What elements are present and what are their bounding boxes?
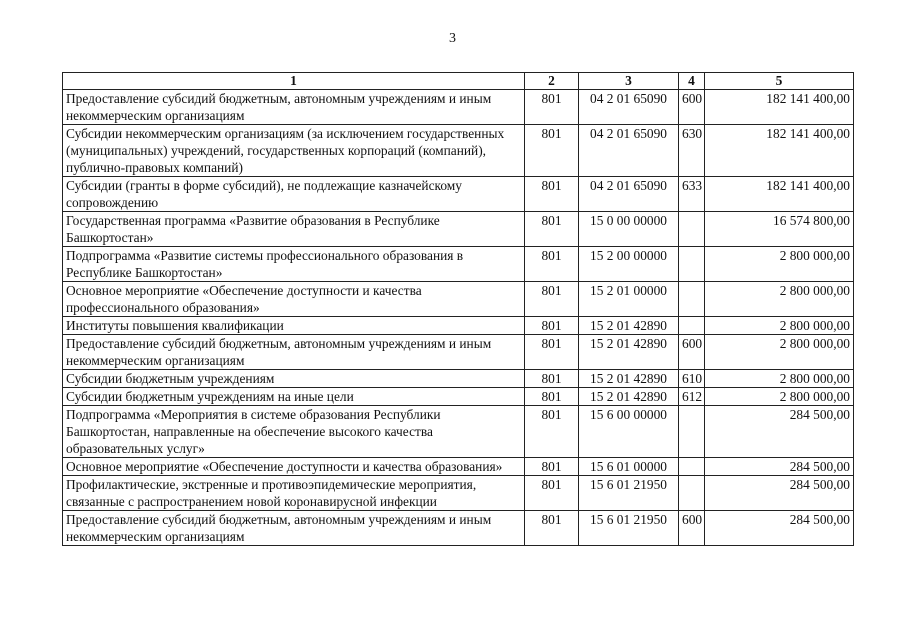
expense-type-code bbox=[679, 476, 705, 511]
table-row bbox=[63, 406, 854, 458]
dept-code: 801 bbox=[525, 90, 579, 125]
target-article-code: 15 2 01 00000 bbox=[579, 282, 679, 317]
amount: 2 800 000,00 bbox=[705, 247, 854, 282]
item-name: Подпрограмма «Развитие системы профессионального образования в Республике Башкортостан» bbox=[63, 247, 525, 282]
dept-code: 801 bbox=[525, 177, 579, 212]
item-name: Субсидии бюджетным учреждениям bbox=[63, 370, 525, 388]
table-row bbox=[63, 247, 854, 282]
dept-code: 801 bbox=[525, 317, 579, 335]
item-name: Субсидии (гранты в форме субсидий), не подлежащие казначейскому сопровождению bbox=[63, 177, 525, 212]
expense-type-code bbox=[679, 282, 705, 317]
item-name: Подпрограмма «Мероприятия в системе образования Республики Башкортостан, направленные на обеспечение высокого качества образовательных услуг» bbox=[63, 406, 525, 458]
table-row bbox=[63, 317, 854, 335]
table-row bbox=[63, 511, 854, 546]
item-name: Основное мероприятие «Обеспечение доступности и качества профессионального образования» bbox=[63, 282, 525, 317]
item-name: Предоставление субсидий бюджетным, автономным учреждениям и иным некоммерческим организациям bbox=[63, 511, 525, 546]
dept-code: 801 bbox=[525, 406, 579, 458]
target-article-code: 15 2 01 42890 bbox=[579, 317, 679, 335]
dept-code: 801 bbox=[525, 476, 579, 511]
expense-type-code: 610 bbox=[679, 370, 705, 388]
expense-type-code: 612 bbox=[679, 388, 705, 406]
item-name: Предоставление субсидий бюджетным, автономным учреждениям и иным некоммерческим организациям bbox=[63, 335, 525, 370]
target-article-code: 15 2 01 42890 bbox=[579, 370, 679, 388]
amount: 182 141 400,00 bbox=[705, 177, 854, 212]
dept-code: 801 bbox=[525, 247, 579, 282]
expense-type-code bbox=[679, 212, 705, 247]
target-article-code: 15 6 01 21950 bbox=[579, 476, 679, 511]
item-name: Субсидии бюджетным учреждениям на иные цели bbox=[63, 388, 525, 406]
amount: 2 800 000,00 bbox=[705, 282, 854, 317]
amount: 182 141 400,00 bbox=[705, 90, 854, 125]
table-row bbox=[63, 177, 854, 212]
target-article-code: 15 2 01 42890 bbox=[579, 388, 679, 406]
expense-type-code: 600 bbox=[679, 335, 705, 370]
table-row bbox=[63, 370, 854, 388]
amount: 2 800 000,00 bbox=[705, 317, 854, 335]
dept-code: 801 bbox=[525, 282, 579, 317]
item-name: Профилактические, экстренные и противоэпидемические мероприятия, связанные с распространением новой коронавирусной инфекции bbox=[63, 476, 525, 511]
item-name: Государственная программа «Развитие образования в Республике Башкортостан» bbox=[63, 212, 525, 247]
target-article-code: 04 2 01 65090 bbox=[579, 90, 679, 125]
item-name: Предоставление субсидий бюджетным, автономным учреждениям и иным некоммерческим организациям bbox=[63, 90, 525, 125]
header-col-3: 3 bbox=[579, 73, 679, 90]
header-row bbox=[63, 73, 854, 90]
expense-type-code: 600 bbox=[679, 90, 705, 125]
target-article-code: 15 6 01 00000 bbox=[579, 458, 679, 476]
budget-table bbox=[62, 72, 854, 546]
table-row bbox=[63, 125, 854, 177]
amount: 284 500,00 bbox=[705, 458, 854, 476]
amount: 2 800 000,00 bbox=[705, 335, 854, 370]
table-row bbox=[63, 476, 854, 511]
target-article-code: 04 2 01 65090 bbox=[579, 125, 679, 177]
header-col-4: 4 bbox=[679, 73, 705, 90]
target-article-code: 04 2 01 65090 bbox=[579, 177, 679, 212]
target-article-code: 15 0 00 00000 bbox=[579, 212, 679, 247]
table-row bbox=[63, 282, 854, 317]
table-row bbox=[63, 90, 854, 125]
dept-code: 801 bbox=[525, 212, 579, 247]
amount: 16 574 800,00 bbox=[705, 212, 854, 247]
table-row bbox=[63, 335, 854, 370]
table-row bbox=[63, 212, 854, 247]
target-article-code: 15 2 01 42890 bbox=[579, 335, 679, 370]
expense-type-code bbox=[679, 317, 705, 335]
amount: 284 500,00 bbox=[705, 406, 854, 458]
table-body bbox=[63, 90, 854, 546]
amount: 284 500,00 bbox=[705, 511, 854, 546]
dept-code: 801 bbox=[525, 370, 579, 388]
target-article-code: 15 6 00 00000 bbox=[579, 406, 679, 458]
expense-type-code bbox=[679, 458, 705, 476]
target-article-code: 15 6 01 21950 bbox=[579, 511, 679, 546]
expense-type-code bbox=[679, 247, 705, 282]
amount: 2 800 000,00 bbox=[705, 370, 854, 388]
header-col-2: 2 bbox=[525, 73, 579, 90]
table-row bbox=[63, 388, 854, 406]
dept-code: 801 bbox=[525, 388, 579, 406]
header-col-1: 1 bbox=[63, 73, 525, 90]
item-name: Субсидии некоммерческим организациям (за исключением государственных (муниципальных) учреждений, государственных корпораций (компаний), публично-правовых компаний) bbox=[63, 125, 525, 177]
expense-type-code: 630 bbox=[679, 125, 705, 177]
dept-code: 801 bbox=[525, 335, 579, 370]
expense-type-code: 600 bbox=[679, 511, 705, 546]
item-name: Основное мероприятие «Обеспечение доступности и качества образования» bbox=[63, 458, 525, 476]
amount: 284 500,00 bbox=[705, 476, 854, 511]
item-name: Институты повышения квалификации bbox=[63, 317, 525, 335]
expense-type-code: 633 bbox=[679, 177, 705, 212]
amount: 2 800 000,00 bbox=[705, 388, 854, 406]
expense-type-code bbox=[679, 406, 705, 458]
page-number: 3 bbox=[449, 31, 456, 46]
amount: 182 141 400,00 bbox=[705, 125, 854, 177]
table-row bbox=[63, 458, 854, 476]
dept-code: 801 bbox=[525, 511, 579, 546]
target-article-code: 15 2 00 00000 bbox=[579, 247, 679, 282]
header-col-5: 5 bbox=[705, 73, 854, 90]
dept-code: 801 bbox=[525, 458, 579, 476]
dept-code: 801 bbox=[525, 125, 579, 177]
